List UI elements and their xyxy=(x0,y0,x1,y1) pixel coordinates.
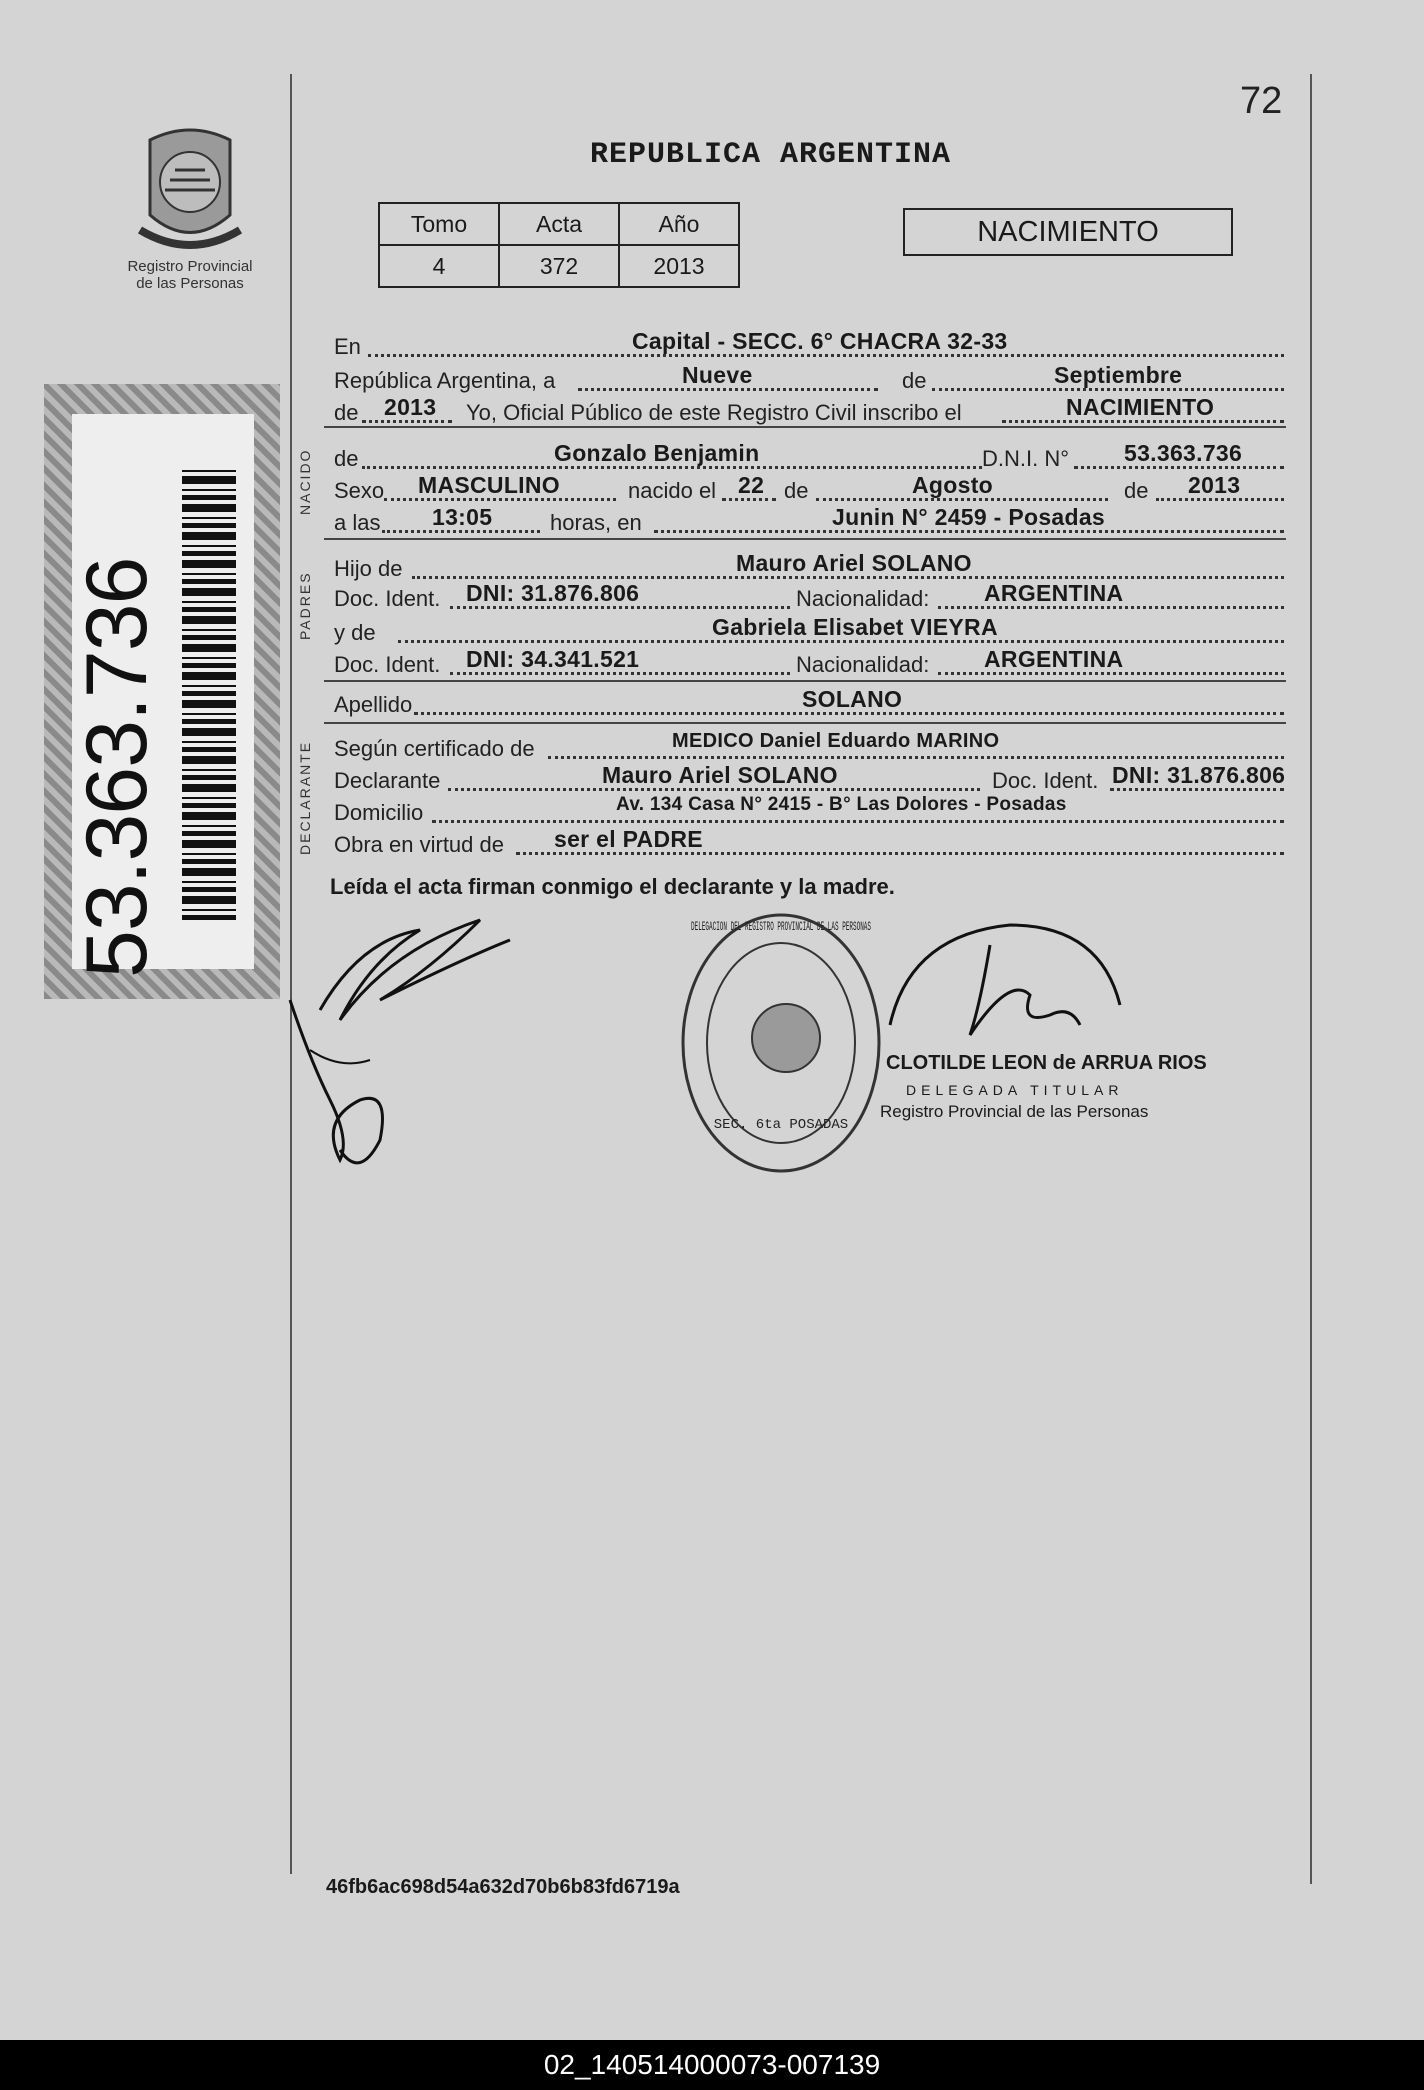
footer-id: 02_140514000073-007139 xyxy=(0,2040,1424,2090)
value-acta: 372 xyxy=(499,245,619,287)
row-en: En Capital - SECC. 6° CHACRA 32-33 xyxy=(332,330,1284,360)
field-inscribe: NACIMIENTO xyxy=(1066,394,1215,420)
field-certificado: MEDICO Daniel Eduardo MARINO xyxy=(672,730,1000,752)
document-title: REPUBLICA ARGENTINA xyxy=(590,138,952,172)
row-sexo: Sexo MASCULINO nacido el 22 de Agosto de 2013 xyxy=(332,474,1284,504)
field-obra: ser el PADRE xyxy=(554,826,703,852)
logo-caption: Registro Provincial de las Personas xyxy=(127,258,253,292)
row-obra: Obra en virtud de ser el PADRE xyxy=(332,828,1284,858)
field-nombre: Gonzalo Benjamin xyxy=(554,440,760,466)
field-nacido-month: Agosto xyxy=(912,472,994,498)
barcode-number: 53.363.736 xyxy=(69,557,165,978)
registry-table xyxy=(378,202,740,288)
side-label-nacido: NACIDO xyxy=(297,448,313,515)
header-acta: Acta xyxy=(499,203,619,245)
field-domicilio: Av. 134 Casa N° 2415 - B° Las Dolores - Posadas xyxy=(616,794,1067,815)
header-anio: Año xyxy=(619,203,739,245)
barcode-bars xyxy=(182,470,236,920)
row-certificado: Según certificado de MEDICO Daniel Eduardo MARINO xyxy=(332,732,1284,762)
field-nacido-day: 22 xyxy=(738,472,765,498)
field-sexo: MASCULINO xyxy=(418,472,560,498)
field-dni: 53.363.736 xyxy=(1124,440,1243,466)
right-margin-line xyxy=(1310,74,1312,1884)
row-padre: Hijo de Mauro Ariel SOLANO xyxy=(332,552,1284,582)
field-year: 2013 xyxy=(384,394,437,420)
field-declarante: Mauro Ariel SOLANO xyxy=(602,762,838,788)
section-divider xyxy=(324,538,1286,540)
row-doc-madre: Doc. Ident. DNI: 34.341.521 Nacionalidad: ARGENTINA xyxy=(332,648,1284,678)
officer-signature xyxy=(870,915,1130,1055)
field-lugar: Junin N° 2459 - Posadas xyxy=(832,504,1106,530)
declarant-signature xyxy=(280,900,540,1200)
officer-role: DELEGADA TITULAR xyxy=(906,1082,1124,1098)
field-nac-madre: ARGENTINA xyxy=(984,646,1124,672)
field-month: Septiembre xyxy=(1054,362,1183,388)
side-label-declarante: DECLARANTE xyxy=(297,740,313,855)
row-domicilio: Domicilio Av. 134 Casa N° 2415 - B° Las Dolores - Posadas xyxy=(332,796,1284,826)
section-divider xyxy=(324,680,1286,682)
field-day: Nueve xyxy=(682,362,753,388)
value-anio: 2013 xyxy=(619,245,739,287)
field-padre: Mauro Ariel SOLANO xyxy=(736,550,972,576)
field-nacido-year: 2013 xyxy=(1188,472,1241,498)
field-en: Capital - SECC. 6° CHACRA 32-33 xyxy=(632,328,1008,354)
registry-logo-seal xyxy=(130,120,250,270)
field-hora: 13:05 xyxy=(432,504,493,530)
row-hora: a las 13:05 horas, en Junin N° 2459 - Posadas xyxy=(332,506,1284,536)
side-label-padres: PADRES xyxy=(297,571,313,640)
officer-org: Registro Provincial de las Personas xyxy=(880,1102,1149,1121)
field-doc-madre: DNI: 34.341.521 xyxy=(466,646,640,672)
field-nac-padre: ARGENTINA xyxy=(984,580,1124,606)
document-hash: 46fb6ac698d54a632d70b6b83fd6719a xyxy=(326,1876,680,1898)
officer-name: CLOTILDE LEON de ARRUA RIOS xyxy=(886,1052,1207,1074)
field-apellido: SOLANO xyxy=(802,686,903,712)
field-madre: Gabriela Elisabet VIEYRA xyxy=(712,614,998,640)
header-tomo: Tomo xyxy=(379,203,499,245)
row-madre: y de Gabriela Elisabet VIEYRA xyxy=(332,616,1284,646)
row-fecha: República Argentina, a Nueve de Septiembre xyxy=(332,364,1284,394)
stamp-inner-text: SEC. 6ta POSADAS xyxy=(713,1117,849,1133)
record-type-box: NACIMIENTO xyxy=(903,208,1233,256)
official-stamp xyxy=(676,908,886,1178)
section-divider xyxy=(324,426,1286,428)
value-tomo: 4 xyxy=(379,245,499,287)
field-decl-doc: DNI: 31.876.806 xyxy=(1112,762,1286,788)
row-declarante: Declarante Mauro Ariel SOLANO Doc. Ident. DNI: 31.876.806 xyxy=(334,762,1286,793)
row-doc-padre: Doc. Ident. DNI: 31.876.806 Nacionalidad: ARGENTINA xyxy=(332,582,1284,612)
stamp-ring-text: DELEGACION DEL REGISTRO PROVINCIAL DE LAS PERSONAS xyxy=(691,919,872,934)
closing-statement: Leída el acta firman conmigo el declarante y la madre. xyxy=(330,874,895,899)
row-nombre: de Gonzalo Benjamin D.N.I. N° 53.363.736 xyxy=(332,442,1284,472)
section-divider xyxy=(324,722,1286,724)
page-number: 72 xyxy=(1240,80,1283,122)
field-doc-padre: DNI: 31.876.806 xyxy=(466,580,640,606)
row-inscripcion: de 2013 Yo, Oficial Público de este Registro Civil inscribo el NACIMIENTO xyxy=(332,396,1284,426)
row-apellido: Apellido SOLANO xyxy=(332,688,1284,718)
